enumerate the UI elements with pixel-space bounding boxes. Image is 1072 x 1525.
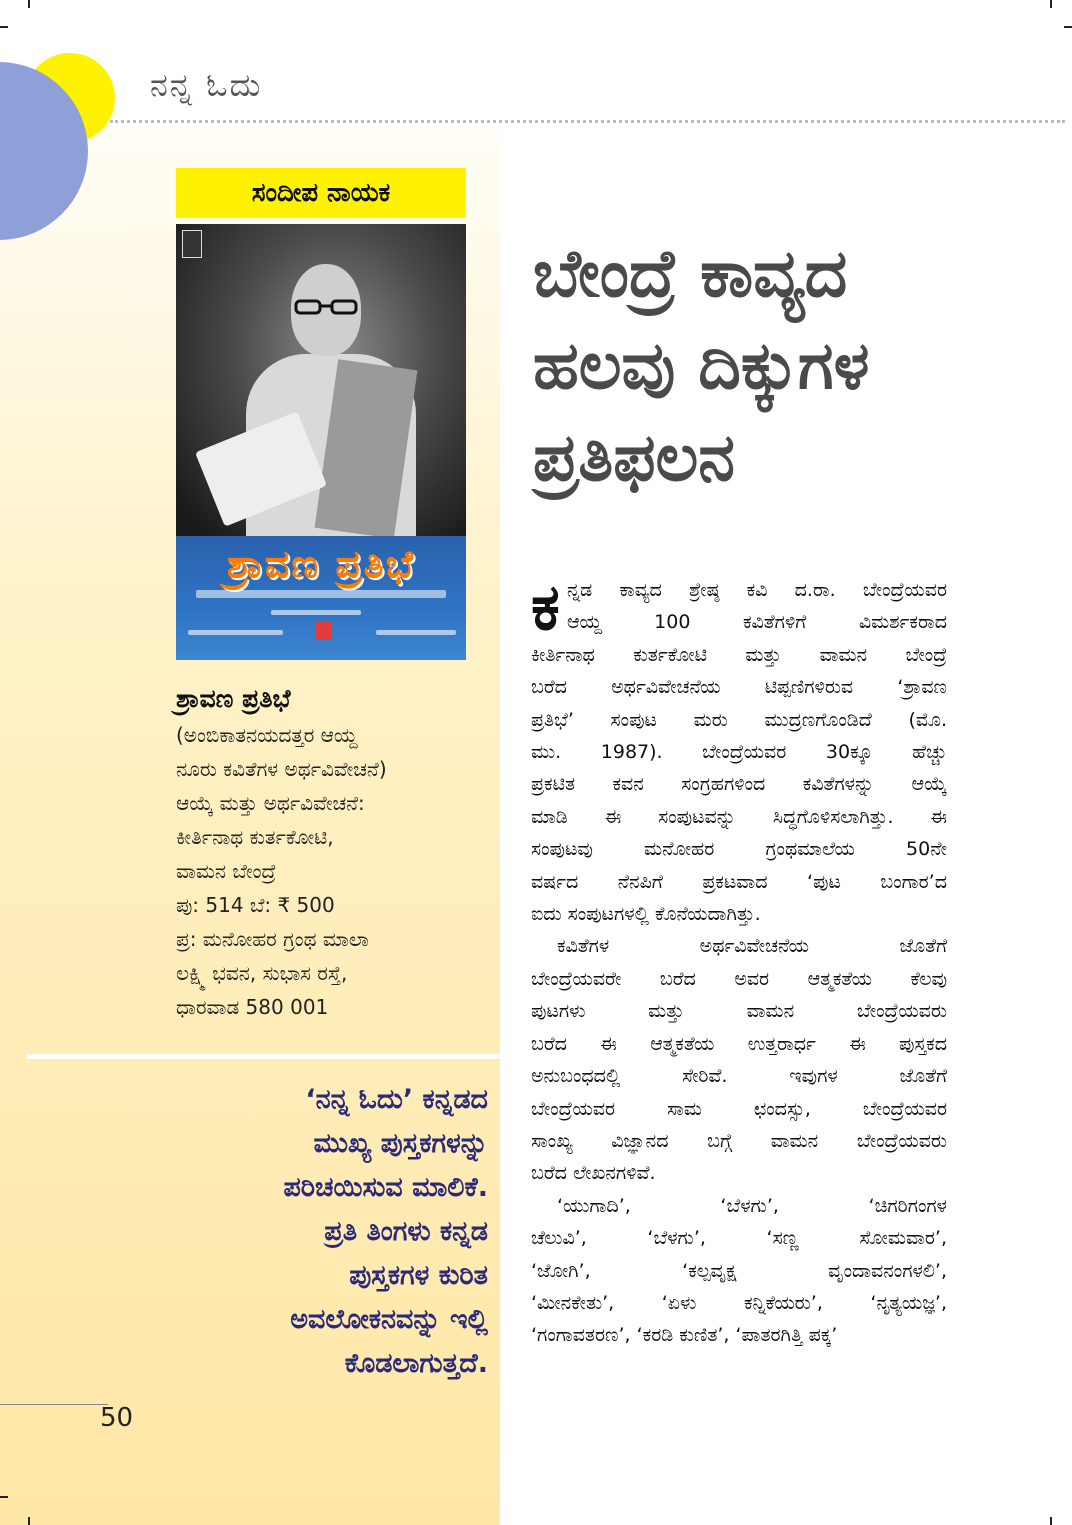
blurb-line: ಪ್ರತಿ ತಿಂಗಳು ಕನ್ನಡ <box>324 1216 488 1247</box>
article-line: ‘ಜೋಗಿ’, ‘ಕಲ್ಪವೃಕ್ಷ ವೃಂದಾವನಂಗಳಲಿ’, <box>531 1259 947 1282</box>
book-cover-image <box>176 224 466 660</box>
article-line: ಕವಿತೆಗಳ ಅರ್ಥವಿವೇಚನೆಯ ಜೊತೆಗೆ <box>557 935 947 958</box>
blurb-line: ‘ನನ್ನ ಓದು’ ಕನ್ನಡದ <box>305 1084 488 1115</box>
article-line: ಐದು ಸಂಪುಟಗಳಲ್ಲಿ ಕೊನೆಯದಾಗಿತ್ತು. <box>531 903 761 926</box>
book-detail-line: (ಅಂಬಿಕಾತನಯದತ್ತರ ಆಯ್ದ <box>176 723 358 747</box>
page-number: 50 <box>100 1403 134 1433</box>
crop-mark <box>0 26 8 28</box>
cover-subtitle-strip <box>196 590 446 598</box>
section-title: ನನ್ನ ಓದು <box>150 66 263 104</box>
book-detail-line: ಆಯ್ಕೆ ಮತ್ತು ಅರ್ಥವಿವೇಚನೆ: <box>176 791 365 815</box>
book-details <box>176 684 486 1024</box>
article-line: ಮು. 1987). ಬೇಂದ್ರೆಯವರ 30ಕ್ಕೂ ಹೆಚ್ಚು <box>531 741 947 764</box>
crop-mark <box>1050 1517 1052 1525</box>
book-detail-line: ಕೀರ್ತಿನಾಥ ಕುರ್ತಕೋಟಿ, <box>176 825 334 849</box>
drop-cap: ಕ <box>531 571 560 645</box>
crop-mark <box>28 1517 30 1525</box>
blurb-line: ಪರಿಚಯಿಸುವ ಮಾಲಿಕೆ. <box>283 1172 488 1203</box>
article-line: ಅನುಬಂಧದಲ್ಲಿ ಸೇರಿವೆ. ಇವುಗಳ ಜೊತೆಗೆ <box>531 1065 947 1088</box>
blurb-line: ಅವಲೋಕನವನ್ನು ಇಲ್ಲಿ <box>290 1304 488 1335</box>
cover-text-strip <box>188 630 283 635</box>
crop-mark <box>0 1496 8 1498</box>
headline-line: ಬೇಂದ್ರೆ ಕಾವ್ಯದ <box>533 235 848 312</box>
glasses-icon <box>294 299 358 315</box>
series-blurb <box>150 1078 488 1386</box>
dotted-divider <box>110 120 1065 123</box>
publisher-logo-icon <box>182 230 202 258</box>
article-line: ‘ಮೀನಕೇತು’, ‘ಏಳು ಕನ್ನಿಕೆಯರು’, ‘ನೃತ್ಯಯಜ್ಞ’, <box>531 1291 947 1314</box>
book-detail-line: ಪ್ರ: ಮನೋಹರ ಗ್ರಂಥ ಮಾಲಾ <box>176 927 369 951</box>
article-paragraph <box>531 1190 947 1352</box>
book-detail-line: ಲಕ್ಷ್ಮಿ ಭವನ, ಸುಭಾಸ ರಸ್ತೆ, <box>176 961 348 985</box>
article-line: ಬರೆದ ಈ ಆತ್ಮಕತೆಯ ಉತ್ತರಾರ್ಧ ಈ ಪುಸ್ತಕದ <box>531 1032 947 1055</box>
book-detail-line: ಧಾರವಾಡ 580 001 <box>176 995 329 1019</box>
article-line: ಕೀರ್ತಿನಾಥ ಕುರ್ತಕೋಟಿ ಮತ್ತು ವಾಮನ ಬೇಂದ್ರೆ <box>531 643 947 666</box>
book-detail-line: ಪು: 514 ಬೆ: ₹ 500 <box>176 893 335 917</box>
article-line: ಸಾಂಖ್ಯ ವಿಜ್ಞಾನದ ಬಗ್ಗೆ ವಾಮನ ಬೇಂದ್ರೆಯವರು <box>531 1129 947 1152</box>
cover-text-strip <box>376 630 456 635</box>
article-line: ಚೆಲುವಿ’, ‘ಬೆಳಗು’, ‘ಸಣ್ಣ ಸೋಮವಾರ’, <box>531 1227 947 1250</box>
author-name: ಸಂದೀಪ ನಾಯಕ <box>176 168 466 218</box>
article-line: ವರ್ಷದ ನೆನಪಿಗೆ ಪ್ರಕಟವಾದ ‘ಪುಟ ಬಂಗಾರ’ದ <box>531 870 947 893</box>
blurb-line: ಪುಸ್ತಕಗಳ ಕುರಿತ <box>349 1260 488 1291</box>
article-line: ‘ಗಂಗಾವತರಣ’, ‘ಕರಡಿ ಕುಣಿತ’, ‘ಪಾತರಗಿತ್ತಿ ಪಕ್ಕ’ <box>531 1324 838 1347</box>
article-line: ನ್ನಡ ಕಾವ್ಯದ ಶ್ರೇಷ್ಠ ಕವಿ ದ.ರಾ. ಬೇಂದ್ರೆಯವರ <box>567 579 947 601</box>
book-title: ಶ್ರಾವಣ ಪ್ರತಿಭೆ <box>176 684 291 713</box>
cover-emblem-icon <box>316 622 332 640</box>
article-line: ಬೇಂದ್ರೆಯವರೇ ಬರೆದ ಅವರ ಆತ್ಮಕತೆಯ ಕೆಲವು <box>531 967 947 990</box>
article-line: ಆಯ್ದ 100 ಕವಿತೆಗಳಿಗೆ ವಿಮರ್ಶಕರಾದ <box>567 611 947 634</box>
cover-title: ಶ್ರಾವಣ ಪ್ರತಿಭೆ <box>226 542 416 586</box>
article-line: ಪ್ರಕಟಿತ ಕವನ ಸಂಗ್ರಹಗಳಿಂದ ಕವಿತೆಗಳನ್ನು ಆಯ್ಕೆ <box>531 773 947 796</box>
crop-mark <box>28 0 30 8</box>
article-line: ‘ಯುಗಾದಿ’, ‘ಬೆಳಗು’, ‘ಚಿಗರಿಗಂಗಳ <box>557 1194 947 1217</box>
crop-mark <box>1050 0 1052 8</box>
article-line: ಪ್ರತಿಭೆ’ ಸಂಪುಟ ಮರು ಮುದ್ರಣಗೊಂಡಿದೆ (ಮೊ. <box>531 708 947 731</box>
sidebar-divider <box>27 1054 500 1059</box>
article-line: ಬೇಂದ್ರೆಯವರ ಸಾಮ ಛಂದಸ್ಸು, ಬೇಂದ್ರೆಯವರ <box>531 1097 947 1120</box>
headline-line: ಹಲವು ದಿಕ್ಕುಗಳ <box>533 327 870 404</box>
crop-mark <box>1064 26 1072 28</box>
article-body <box>531 571 947 1352</box>
article-line: ಪುಟಗಳು ಮತ್ತು ವಾಮನ ಬೇಂದ್ರೆಯವರು <box>531 1000 947 1023</box>
article-line: ಮಾಡಿ ಈ ಸಂಪುಟವನ್ನು ಸಿದ್ಧಗೊಳಿಸಲಾಗಿತ್ತು. ಈ <box>531 805 947 828</box>
article-line: ಸಂಪುಟವು ಮನೋಹರ ಗ್ರಂಥಮಾಲೆಯ 50ನೇ <box>531 838 947 861</box>
article-line: ಬರೆದ ಅರ್ಥವಿವೇಚನೆಯ ಟಿಪ್ಪಣಿಗಳಿರುವ ‘ಶ್ರಾವಣ <box>531 676 947 699</box>
blurb-line: ಮುಖ್ಯ ಪುಸ್ತಕಗಳನ್ನು <box>313 1128 488 1159</box>
article-headline <box>533 228 1053 504</box>
book-detail-line: ವಾಮನ ಬೇಂದ್ರೆ <box>176 859 277 883</box>
cover-text-strip <box>271 610 361 615</box>
headline-line: ಪ್ರತಿಫಲನ <box>533 419 735 496</box>
article-line: ಬರೆದ ಲೇಖನಗಳಿವೆ. <box>531 1162 656 1185</box>
article-paragraph <box>531 571 947 930</box>
book-detail-line: ನೂರು ಕವಿತೆಗಳ ಅರ್ಥವಿವೇಚನೆ) <box>176 757 387 781</box>
blurb-line: ಕೊಡಲಾಗುತ್ತದೆ. <box>344 1348 488 1379</box>
article-paragraph <box>531 930 947 1189</box>
page-number-rule <box>0 1404 108 1405</box>
